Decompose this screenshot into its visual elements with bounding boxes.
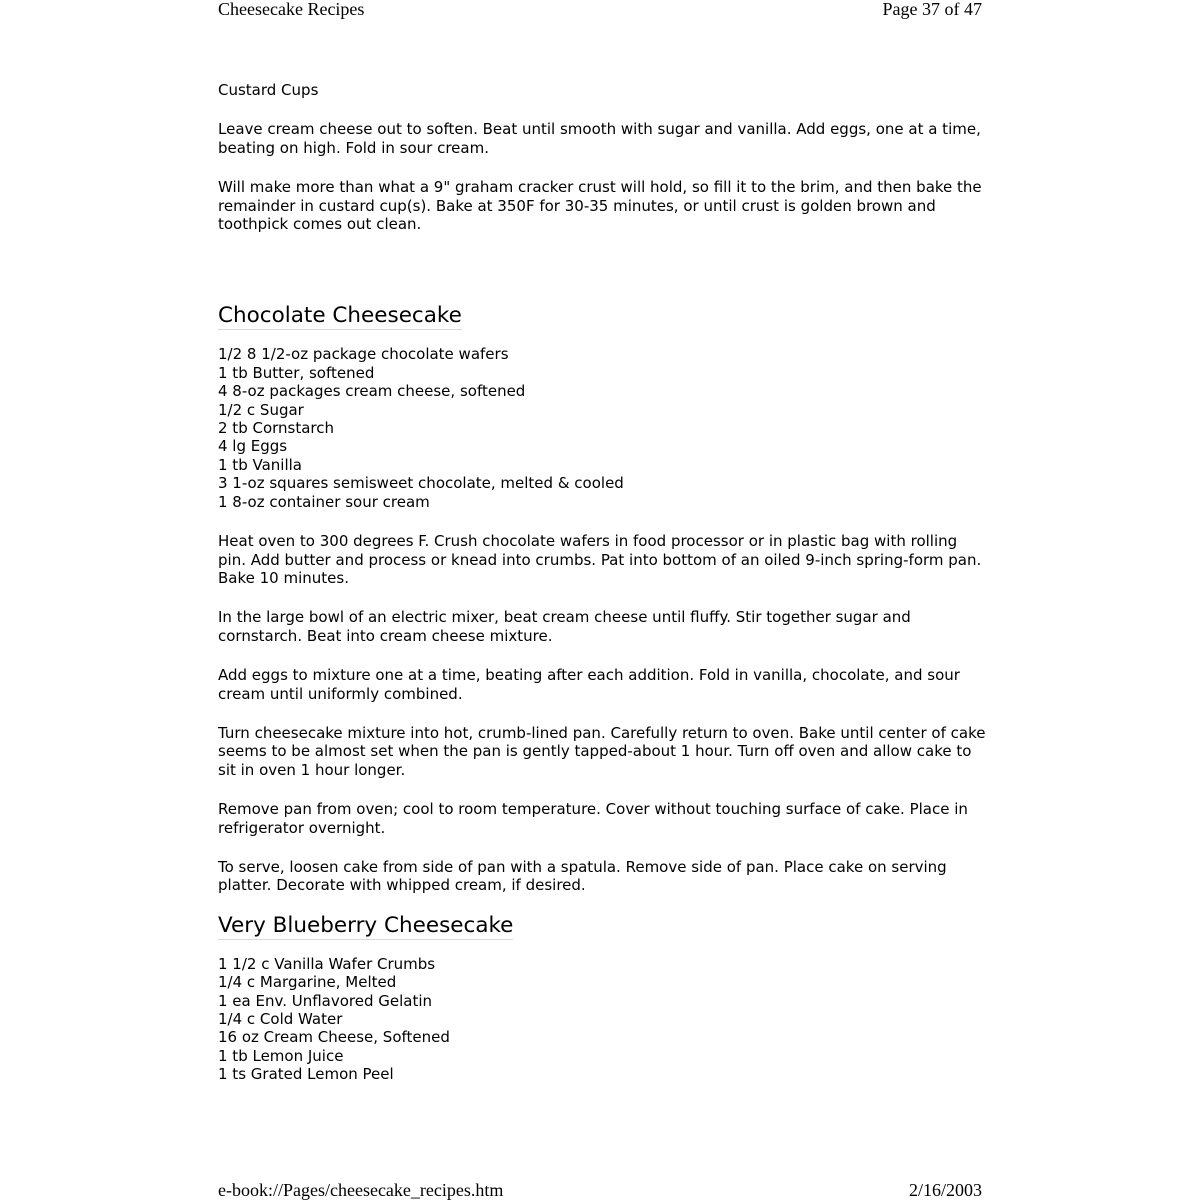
ingredient-item: 1 tb Butter, softened: [218, 363, 375, 382]
instruction-paragraph: In the large bowl of an electric mixer, beat cream cheese until fluffy. Stir together sugar and cornstarch. Beat into cream cheese mixture.: [218, 608, 911, 645]
ingredient-item: 1 ea Env. Unflavored Gelatin: [218, 991, 433, 1010]
page-content: [218, 81, 988, 1084]
ingredient-item: 2 tb Cornstarch: [218, 419, 335, 438]
ingredient-list: [218, 345, 988, 511]
recipe-title: Very Blueberry Cheesecake: [218, 912, 514, 938]
ingredient-item: 4 lg Eggs: [218, 437, 288, 456]
recipe-chocolate-cheesecake: [218, 303, 988, 894]
ingredient-item: 1 8-oz container sour cream: [218, 492, 430, 511]
instruction-paragraph: Will make more than what a 9" graham cracker crust will hold, so fill it to the brim, and then bake the remainder in custard cup(s). Bake at 350F for 30-35 minutes, or until crust is golden brown and toothpick comes out clean.: [218, 178, 982, 234]
instruction-paragraph: Heat oven to 300 degrees F. Crush chocolate wafers in food processor or in plastic bag with rolling pin. Add butter and process or knead into crumbs. Pat into bottom of an oiled 9-inch spring-form pan. Bake 10 minutes.: [218, 532, 982, 587]
recipe-title: Chocolate Cheesecake: [218, 303, 462, 329]
ingredient-line: Custard Cups: [218, 81, 319, 99]
instruction-paragraph: Turn cheesecake mixture into hot, crumb-lined pan. Carefully return to oven. Bake until center of cake seems to be almost set when the pan is gently tapped-about 1 hour. Turn off oven and allow cake to sit in oven 1 hour longer.: [218, 723, 986, 779]
document-title: Cheesecake Recipes: [218, 0, 365, 19]
instruction-paragraph: Add eggs to mixture one at a time, beating after each addition. Fold in vanilla, chocolate, and sour cream until uniformly combined.: [218, 666, 960, 703]
ingredient-item: 1/4 c Cold Water: [218, 1010, 343, 1028]
recipe-very-blueberry-cheesecake: [218, 913, 988, 1084]
ingredient-item: 1 tb Lemon Juice: [218, 1046, 344, 1065]
document-url: e-book://Pages/cheesecake_recipes.htm: [218, 1180, 504, 1200]
print-date: 2/16/2003: [908, 1180, 982, 1200]
ingredient-item: 1 ts Grated Lemon Peel: [218, 1065, 394, 1084]
ingredient-item: 3 1-oz squares semisweet chocolate, melted & cooled: [218, 474, 624, 493]
ingredient-item: 1 1/2 c Vanilla Wafer Crumbs: [218, 954, 436, 973]
ingredient-item: 4 8-oz packages cream cheese, softened: [218, 382, 526, 401]
ingredient-item: 1/2 c Sugar: [218, 400, 304, 419]
ingredient-item: 1 tb Vanilla: [218, 455, 302, 474]
ingredient-item: 1/4 c Margarine, Melted: [218, 973, 397, 992]
instruction-paragraph: Remove pan from oven; cool to room temperature. Cover without touching surface of cake. Place in refrigerator overnight.: [218, 800, 968, 837]
page-number: Page 37 of 47: [882, 0, 982, 19]
page-footer: [218, 1180, 982, 1201]
ingredient-list: [218, 955, 988, 1084]
ingredient-item: 1/2 8 1/2-oz package chocolate wafers: [218, 345, 509, 364]
instruction-paragraph: Leave cream cheese out to soften. Beat until smooth with sugar and vanilla. Add eggs, one at a time, beating on high. Fold in sour cream.: [218, 120, 981, 157]
page-header: [218, 0, 982, 20]
ingredient-item: 16 oz Cream Cheese, Softened: [218, 1028, 450, 1047]
instruction-paragraph: To serve, loosen cake from side of pan with a spatula. Remove side of pan. Place cake on serving platter. Decorate with whipped cream, if desired.: [218, 857, 947, 895]
